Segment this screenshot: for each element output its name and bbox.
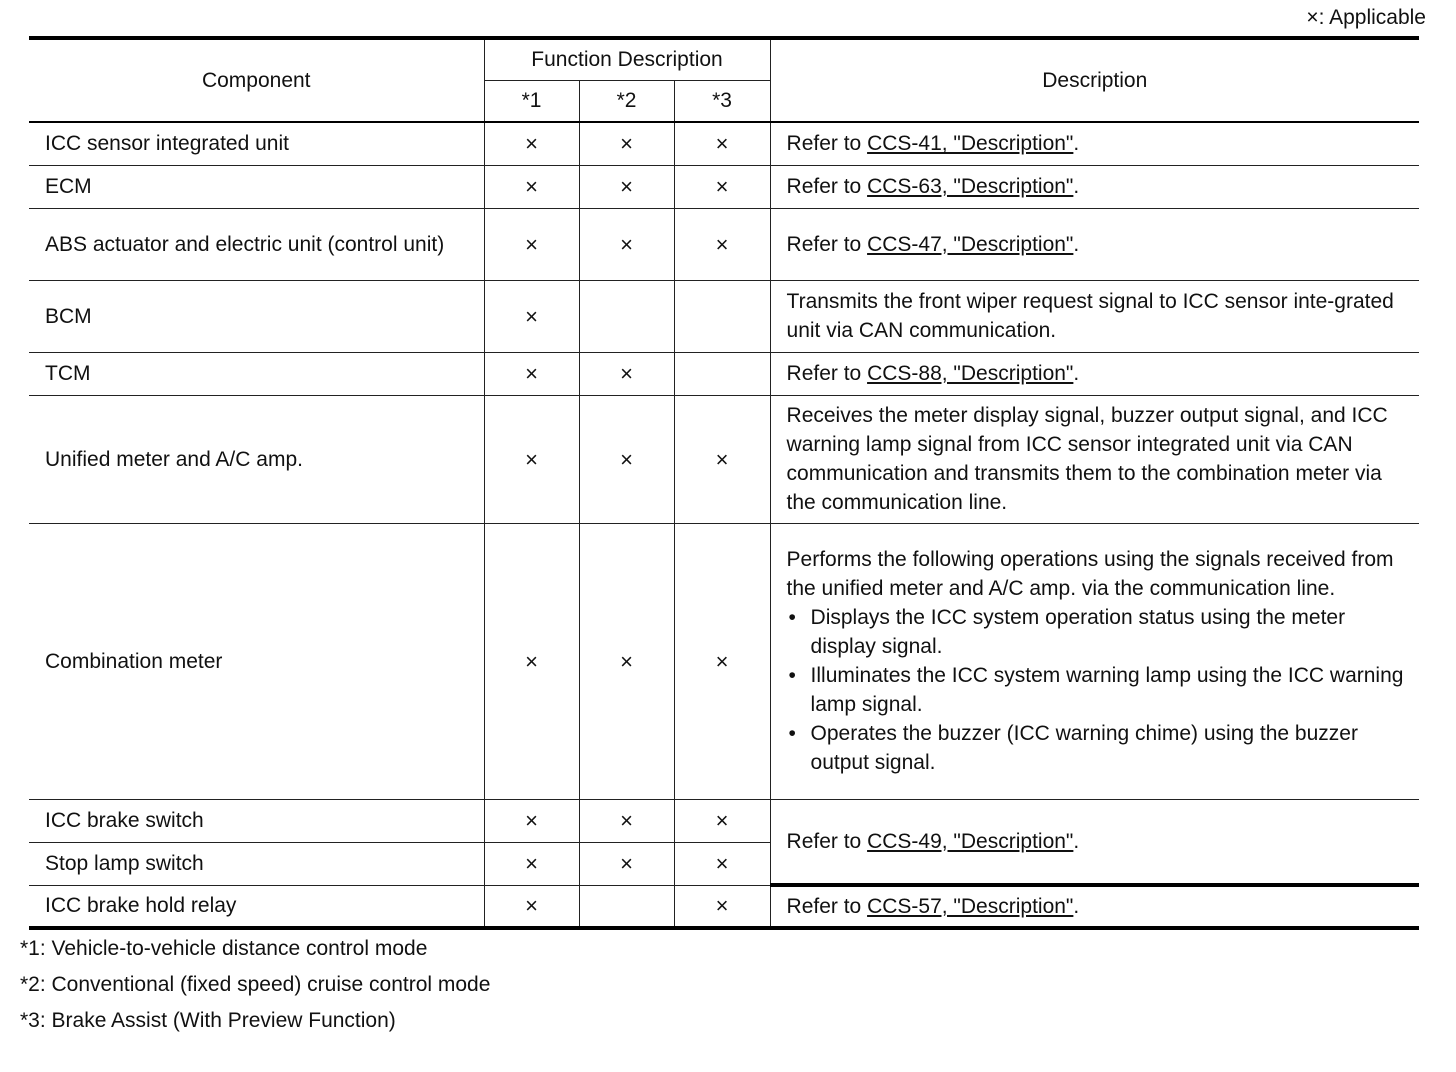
desc-text: Refer to bbox=[786, 232, 868, 256]
desc-text: Performs the following operations using the signals received from the unified meter and A/C amp. via the communication line. bbox=[786, 548, 1394, 600]
component-name: TCM bbox=[29, 352, 484, 395]
table-row bbox=[29, 280, 1419, 352]
applicable-mark: × bbox=[674, 395, 770, 523]
description-cell bbox=[770, 122, 1419, 165]
footnote: *3: Brake Assist (With Preview Function) bbox=[20, 1009, 396, 1032]
table-row bbox=[29, 799, 1419, 842]
component-name: BCM bbox=[29, 280, 484, 352]
component-name: Unified meter and A/C amp. bbox=[29, 395, 484, 523]
desc-text: Refer to bbox=[786, 895, 868, 918]
applicable-mark: × bbox=[579, 352, 674, 395]
footnote: *1: Vehicle-to-vehicle distance control mode bbox=[20, 937, 428, 960]
reference-link[interactable]: CCS-63, "Description" bbox=[867, 175, 1074, 198]
table-row bbox=[29, 885, 1419, 928]
applicable-mark bbox=[579, 280, 674, 352]
applicable-mark bbox=[674, 280, 770, 352]
header-col-1: *1 bbox=[484, 80, 579, 122]
applicable-mark: × bbox=[674, 885, 770, 928]
desc-text: . bbox=[1073, 362, 1080, 385]
desc-text: . bbox=[1073, 175, 1080, 198]
applicable-mark: × bbox=[579, 842, 674, 885]
applicable-mark: × bbox=[484, 280, 579, 352]
applicable-mark: × bbox=[579, 395, 674, 523]
component-name: Combination meter bbox=[29, 523, 484, 799]
component-name: ICC brake hold relay bbox=[29, 885, 484, 928]
list-item: • Displays the ICC system operation status using the meter display signal. bbox=[787, 603, 1406, 661]
header-col-2: *2 bbox=[579, 80, 674, 122]
applicable-mark: × bbox=[674, 165, 770, 208]
description-cell bbox=[770, 352, 1419, 395]
component-name: ECM bbox=[29, 165, 484, 208]
applicable-mark: × bbox=[484, 165, 579, 208]
applicable-mark: × bbox=[484, 842, 579, 885]
applicable-mark: × bbox=[484, 523, 579, 799]
applicable-mark: × bbox=[579, 122, 674, 165]
reference-link[interactable]: CCS-49, "Description" bbox=[867, 829, 1074, 853]
description-cell: Receives the meter display signal, buzzer output signal, and ICC warning lamp signal from ICC sensor integrated unit via CAN communication and transmits them to the combination meter via the communication line. bbox=[770, 395, 1419, 523]
desc-text: Refer to bbox=[786, 829, 868, 853]
description-cell: Transmits the front wiper request signal to ICC sensor inte-grated unit via CAN communication. bbox=[770, 280, 1419, 352]
description-cell bbox=[770, 165, 1419, 208]
table-row bbox=[29, 122, 1419, 165]
applicable-mark bbox=[579, 885, 674, 928]
applicable-mark: × bbox=[579, 799, 674, 842]
applicable-mark: × bbox=[484, 885, 579, 928]
component-name: Stop lamp switch bbox=[29, 842, 484, 885]
header-col-3: *3 bbox=[674, 80, 770, 122]
bullet-list bbox=[787, 603, 1406, 777]
table-row bbox=[29, 165, 1419, 208]
desc-text: . bbox=[1073, 232, 1080, 256]
table-row bbox=[29, 523, 1419, 799]
applicable-mark: × bbox=[579, 523, 674, 799]
applicable-mark: × bbox=[674, 523, 770, 799]
list-item: • Operates the buzzer (ICC warning chime) using the buzzer output signal. bbox=[787, 719, 1406, 777]
description-cell bbox=[770, 523, 1419, 799]
table-row bbox=[29, 208, 1419, 280]
component-name: ICC sensor integrated unit bbox=[29, 122, 484, 165]
component-name: ICC brake switch bbox=[29, 799, 484, 842]
desc-text: . bbox=[1073, 829, 1080, 853]
reference-link[interactable]: CCS-47, "Description" bbox=[867, 232, 1074, 256]
applicable-mark: × bbox=[674, 842, 770, 885]
applicable-mark: × bbox=[484, 352, 579, 395]
applicable-mark: × bbox=[579, 208, 674, 280]
applicable-mark: × bbox=[579, 165, 674, 208]
description-cell bbox=[770, 885, 1419, 928]
component-table bbox=[29, 36, 1419, 930]
header-component: Component bbox=[29, 38, 484, 122]
desc-text: . bbox=[1073, 895, 1080, 918]
applicable-mark: × bbox=[484, 208, 579, 280]
applicable-mark: × bbox=[674, 799, 770, 842]
desc-text: Refer to bbox=[786, 362, 868, 385]
applicable-mark: × bbox=[674, 208, 770, 280]
footnotes bbox=[20, 934, 490, 1042]
applicable-mark: × bbox=[484, 122, 579, 165]
applicable-mark: × bbox=[484, 395, 579, 523]
applicable-mark: × bbox=[484, 799, 579, 842]
applicable-mark: × bbox=[674, 122, 770, 165]
header-description: Description bbox=[770, 38, 1419, 122]
description-cell bbox=[770, 799, 1419, 885]
component-name: ABS actuator and electric unit (control unit) bbox=[29, 208, 484, 280]
footnote: *2: Conventional (fixed speed) cruise control mode bbox=[20, 973, 491, 996]
table-row bbox=[29, 395, 1419, 523]
applicable-legend: ×: Applicable bbox=[1306, 6, 1426, 29]
reference-link[interactable]: CCS-88, "Description" bbox=[867, 362, 1074, 385]
desc-text: Refer to bbox=[786, 175, 868, 198]
applicable-mark bbox=[674, 352, 770, 395]
desc-text: . bbox=[1073, 132, 1080, 156]
reference-link[interactable]: CCS-41, "Description" bbox=[867, 132, 1074, 156]
table-row bbox=[29, 352, 1419, 395]
header-function-description: Function Description bbox=[484, 38, 770, 80]
description-cell bbox=[770, 208, 1419, 280]
desc-text: Refer to bbox=[786, 132, 868, 156]
reference-link[interactable]: CCS-57, "Description" bbox=[867, 895, 1074, 918]
list-item: • Illuminates the ICC system warning lamp using the ICC warning lamp signal. bbox=[787, 661, 1406, 719]
